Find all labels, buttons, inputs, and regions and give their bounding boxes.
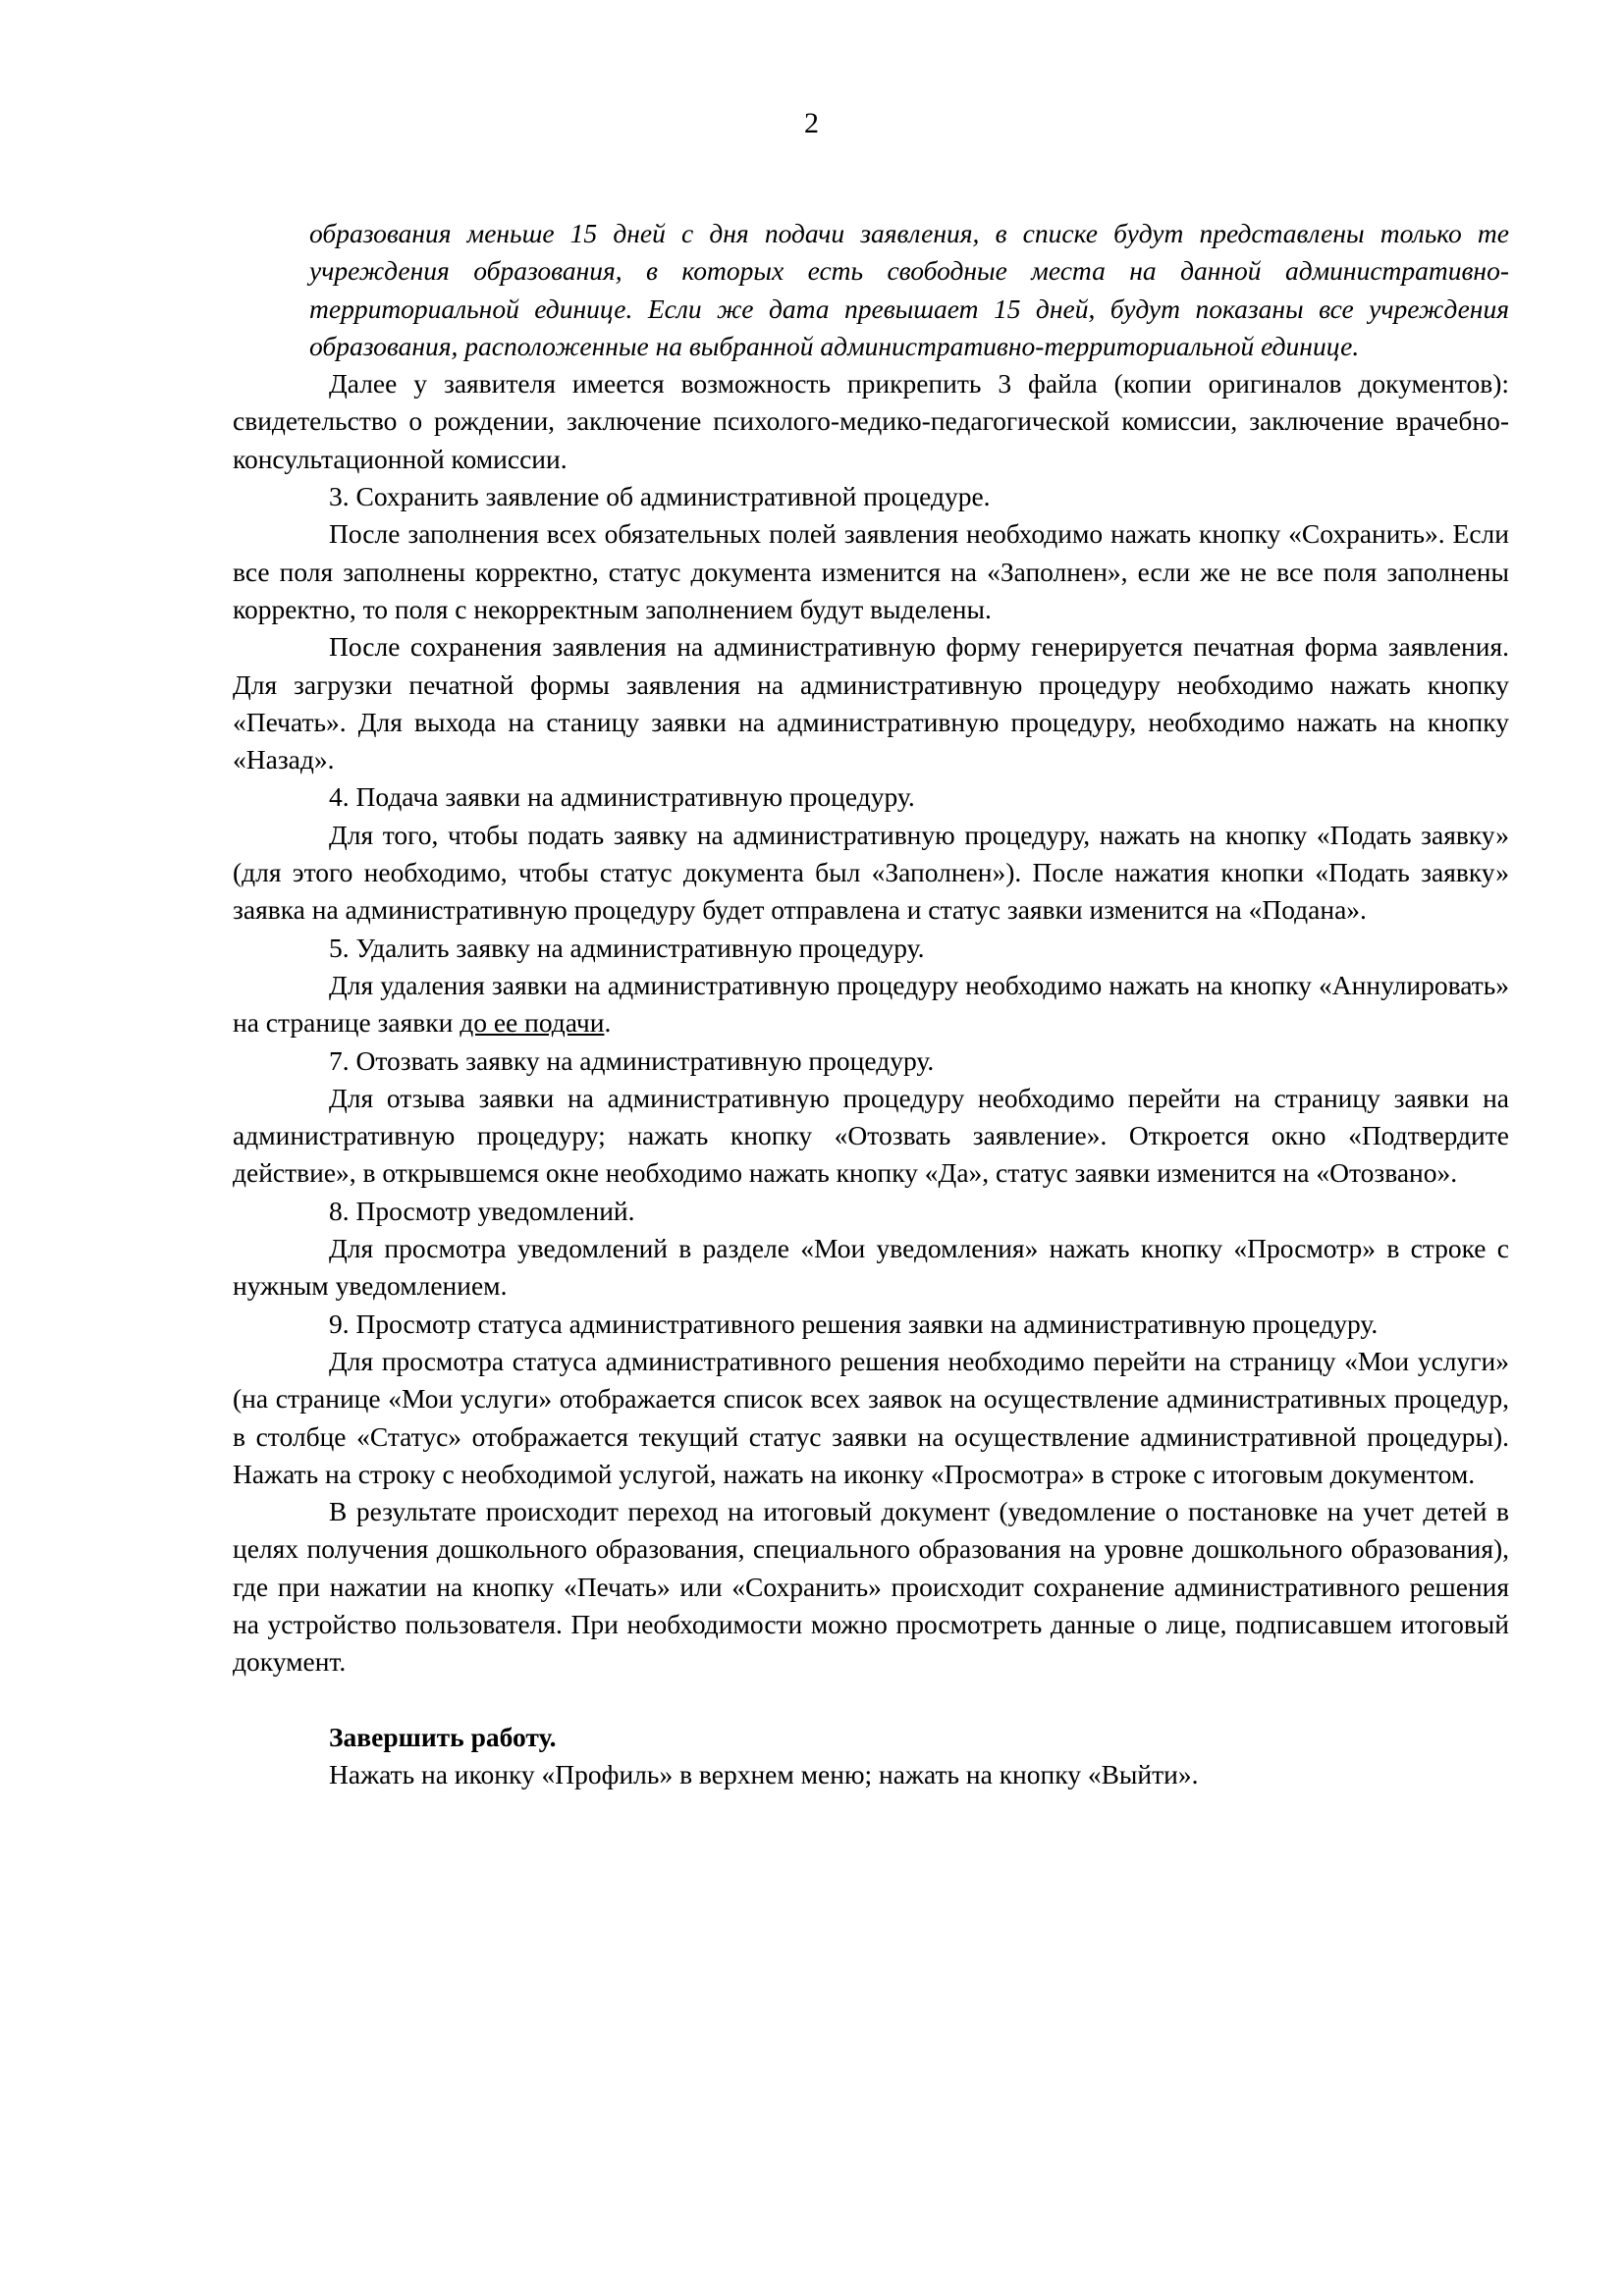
attach-files-paragraph: Далее у заявителя имеется возможность прикрепить 3 файла (копии оригиналов документов): свидетельство о рождении, заключение психолого-медико-педагогической комиссии, заключение врачебно-консультационной комиссии.: [233, 368, 1509, 474]
underlined-before-submission: до ее подачи: [460, 1007, 605, 1039]
step-9-paragraph-2: В результате происходит переход на итоговый документ (уведомление о постановке на учет детей в целях получения дошкольного образования, специального образования на уровне дошкольного образования), где при нажатии на кнопку «Печать» или «Сохранить» происходит сохранение административного решения на устройство пользователя. При необходимости можно просмотреть данные о лице, подписавшем итоговый документ.: [233, 1496, 1509, 1678]
step-3-paragraph-2: После сохранения заявления на административную форму генерируется печатная форма заявления. Для загрузки печатной формы заявления на административную процедуру необходимо нажать кнопку «Печать». Для выхода на станицу заявки на административную процедуру, необходимо нажать на кнопку «Назад».: [233, 631, 1509, 775]
step-5-paragraph-1: [233, 967, 1509, 1042]
step-4-paragraph-1: Для того, чтобы подать заявку на административную процедуру, нажать на кнопку «Подать заявку» (для этого необходимо, чтобы статус документа был «Заполнен»). После нажатия кнопки «Подать заявку» заявка на административную процедуру будет отправлена и статус заявки изменится на «Подана».: [233, 819, 1509, 926]
step-5-text-end: .: [604, 1007, 612, 1039]
step-8-heading: 8. Просмотр уведомлений.: [329, 1195, 635, 1226]
step-7-heading: 7. Отозвать заявку на административную процедуру.: [329, 1044, 935, 1076]
step-9-heading: 9. Просмотр статуса административного решения заявки на административную процедуру.: [329, 1308, 1379, 1339]
step-5-text: Для удаления заявки на административную процедуру необходимо нажать на кнопку «Аннулировать» на странице заявки: [233, 969, 1509, 1039]
step-4-heading: 4. Подача заявки на административную процедуру.: [329, 781, 915, 813]
step-3-heading: 3. Сохранить заявление об административной процедуре.: [329, 481, 991, 512]
step-9-paragraph-1: Для просмотра статуса административного решения необходимо перейти на страницу «Мои услуги» (на странице «Мои услуги» отображается список всех заявок на осуществление административных процедур, в столбце «Статус» отображается текущий статус заявки на осуществление административной процедуры). Нажать на строку с необходимой услугой, нажать на иконку «Просмотра» в строке с итоговым документом.: [233, 1345, 1509, 1489]
document-body: [233, 215, 1509, 1793]
finish-paragraph: Нажать на иконку «Профиль» в верхнем меню; нажать на кнопку «Выйти».: [329, 1758, 1199, 1789]
step-7-paragraph-1: Для отзыва заявки на административную процедуру необходимо перейти на страницу заявки на административную процедуру; нажать кнопку «Отозвать заявление». Откроется окно «Подтвердите действие», в открывшемся окне необходимо нажать кнопку «Да», статус заявки изменится на «Отозвано».: [233, 1082, 1509, 1189]
step-5-heading: 5. Удалить заявку на административную процедуру.: [329, 932, 925, 963]
page-number: 2: [804, 107, 819, 139]
italic-note: образования меньше 15 дней с дня подачи заявления, в списке будут представлены только те учреждения образования, в которых есть свободные места на данной административно-территориальной единице. Если же дата превышает 15 дней, будут показаны все учреждения образования, расположенные на выбранной административно-территориальной единице.: [309, 218, 1509, 361]
step-3-paragraph-1: После заполнения всех обязательных полей заявления необходимо нажать кнопку «Сохранить». Если все поля заполнены корректно, статус документа изменится на «Заполнен», если же не все поля заполнены корректно, то поля с некорректным заполнением будут выделены.: [233, 518, 1509, 624]
finish-heading: Завершить работу.: [329, 1721, 557, 1752]
step-8-paragraph-1: Для просмотра уведомлений в разделе «Мои уведомления» нажать кнопку «Просмотр» в строке с нужным уведомлением.: [233, 1233, 1509, 1302]
